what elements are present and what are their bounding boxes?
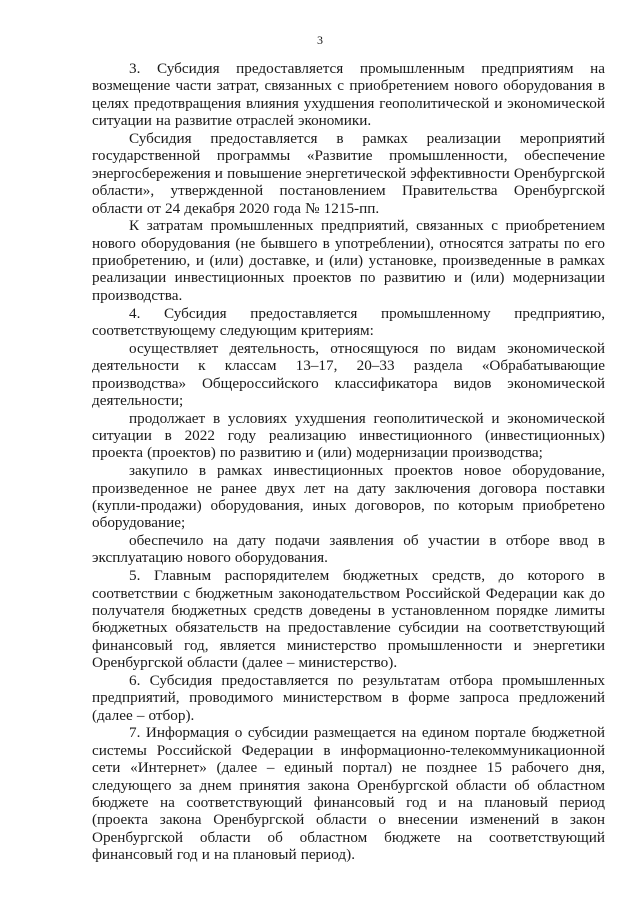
- criterion-activity-classes: осуществляет деятельность, относящуюся по видам экономической деятельности к классам 13–17, 20–33 раздела «Обрабатывающие производства» Общероссийского классификатора видов экономической деятельности;: [92, 339, 605, 409]
- paragraph-state-program: Субсидия предоставляется в рамках реализации мероприятий государственной программы «Развитие промышленности, обеспечение энергосбережения и повышение энергетической эффективности Оренбургской области», утвержденной постановлением Правительства Оренбургской области от 24 декабря 2020 года № 1215-пп.: [92, 129, 605, 217]
- paragraph-eligible-costs: К затратам промышленных предприятий, связанных с приобретением нового оборудования (не бывшего в употреблении), относятся затраты по его приобретению, и (или) доставке, и (или) установке, произведенные в рамках реализации инвестиционных проектов по развитию и (или) модернизации производства.: [92, 217, 605, 304]
- paragraph-5-budget-administrator: 5. Главным распорядителем бюджетных средств, до которого в соответствии с бюджетным законодательством Российской Федерации как до получателя бюджетных средств доведены в установленном порядке лимиты бюджетных обязательств на предоставление субсидии на соответствующий финансовый год, является министерство промышленности и энергетики Оренбургской области (далее – министерство).: [92, 567, 605, 672]
- document-body: [92, 60, 605, 864]
- paragraph-4-criteria-intro: 4. Субсидия предоставляется промышленному предприятию, соответствующему следующим критериям:: [92, 304, 605, 339]
- criterion-commissioned-equipment: обеспечило на дату подачи заявления об участии в отборе ввод в эксплуатацию нового оборудования.: [92, 532, 605, 567]
- criterion-continues-projects: продолжает в условиях ухудшения геополитической и экономической ситуации в 2022 году реализацию инвестиционного (инвестиционных) проекта (проектов) по развитию и (или) модернизации производства;: [92, 409, 605, 462]
- paragraph-3-subsidy-purpose: 3. Субсидия предоставляется промышленным предприятиям на возмещение части затрат, связанных с приобретением нового оборудования в целях предотвращения влияния ухудшения геополитической и экономической ситуации на развитие отраслей экономики.: [92, 60, 605, 130]
- paragraph-6-selection: 6. Субсидия предоставляется по результатам отбора промышленных предприятий, проводимого министерством в форме запроса предложений (далее – отбор).: [92, 671, 605, 724]
- page-number: 3: [317, 33, 323, 47]
- paragraph-7-portal-publication: 7. Информация о субсидии размещается на едином портале бюджетной системы Российской Федерации в информационно-телекоммуникационной сети «Интернет» (далее – единый портал) не позднее 15 рабочего дня, следующего за днем принятия закона Оренбургской области об областном бюджете на соответствующий финансовый год и на плановый период (проекта закона Оренбургской области о внесении изменений в закон Оренбургской области об областном бюджете на соответствующий финансовый год и на плановый период).: [92, 724, 605, 864]
- criterion-purchased-equipment: закупило в рамках инвестиционных проектов новое оборудование, произведенное не ранее двух лет на дату заключения договора поставки (купли-продажи) оборудования, иных договоров, по которым приобретено оборудование;: [92, 462, 605, 532]
